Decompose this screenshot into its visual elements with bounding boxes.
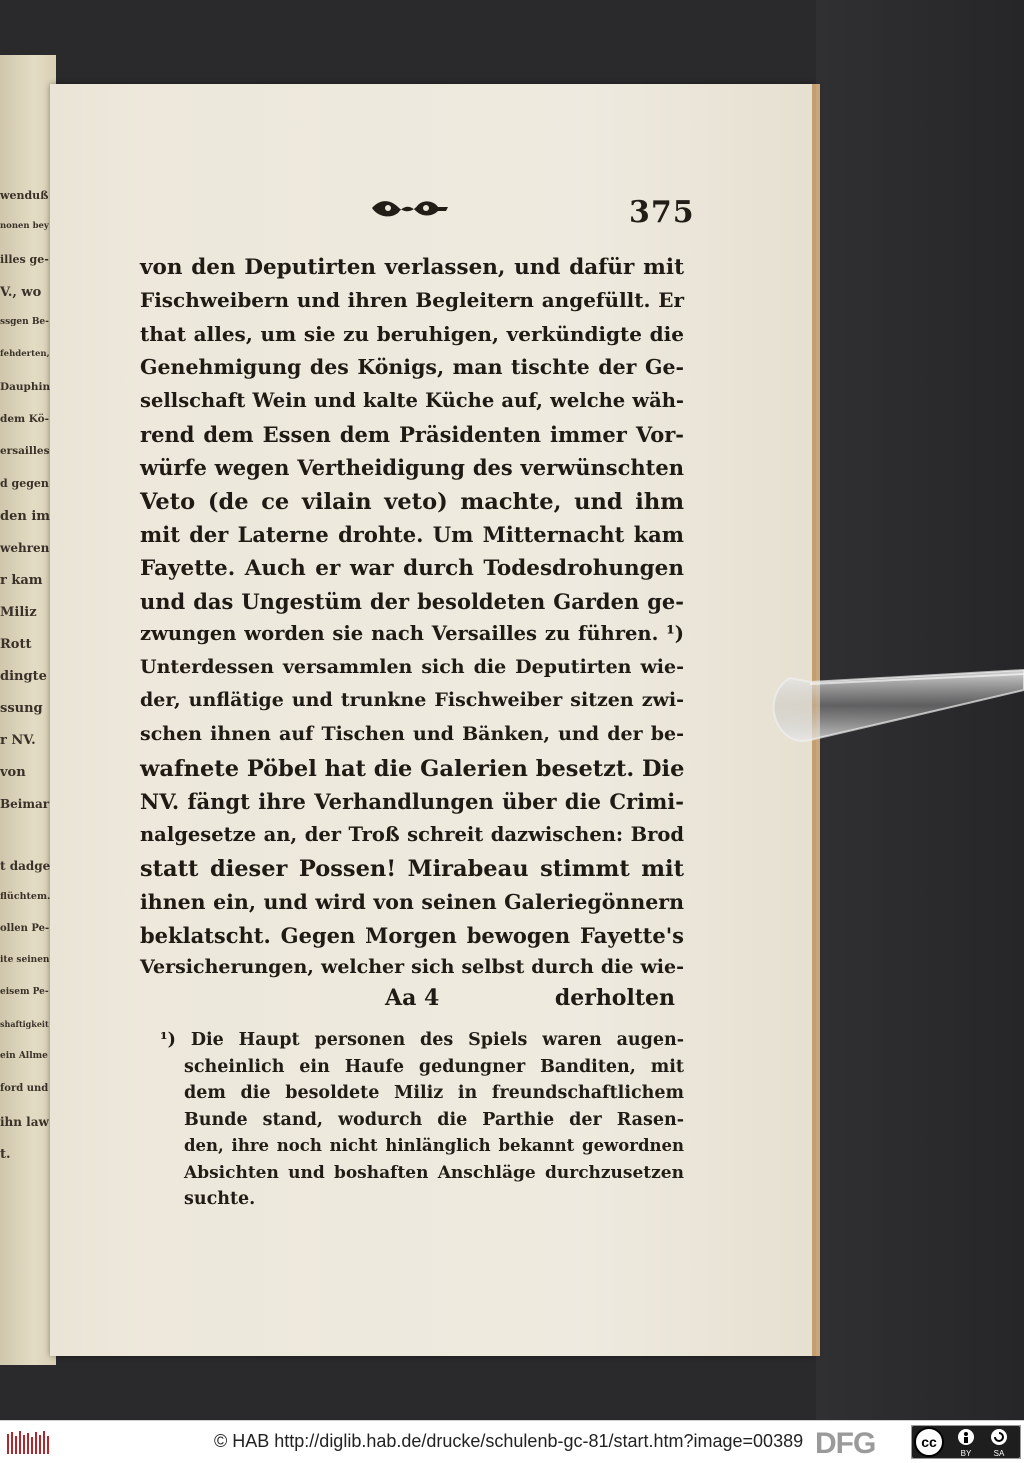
text-line: nalgesetze an, der Troß schreit dazwischen: Brod [140, 822, 684, 846]
facing-page-fragment: ihn law [0, 1115, 49, 1129]
facing-page-fragment: nonen bey [0, 221, 49, 231]
text-line: mit der Laterne drohte. Um Mitternacht kam [140, 522, 684, 548]
signature-line [385, 985, 675, 1015]
footnote-line: Absichten und boshaften Anschläge durchzusetzen [184, 1162, 684, 1183]
facing-page-fragment: ssung [0, 701, 43, 716]
facing-page-fragment: illes ge- [0, 253, 49, 266]
text-line: und das Ungestüm der besoldeten Garden ge- [140, 589, 684, 614]
text-line: NV. fängt ihre Verhandlungen über die Crimi- [140, 789, 684, 815]
facing-page-fragment: ollen Pe- [0, 923, 50, 934]
facing-page-fragment: t. [0, 1147, 11, 1162]
text-line: Fischweibern und ihren Begleitern angefüllt. Er [140, 288, 684, 313]
facing-page-fragment: flüchtem. [0, 891, 51, 902]
page-number: 375 [629, 195, 695, 230]
footer-bar [0, 1420, 1024, 1463]
facing-page-fragment: shaftigkeit [0, 1019, 49, 1029]
text-line: sellschaft Wein und kalte Küche auf, welche wäh- [140, 388, 684, 412]
facing-page-fragment: ite seinen [0, 955, 50, 965]
facing-page-fragment: wehren [0, 541, 50, 555]
dfg-logo: DFG [815, 1427, 876, 1460]
hab-logo-icon [6, 1430, 50, 1456]
glass-clip-icon [770, 660, 1024, 770]
footnote-line: Bunde stand, wodurch die Parthie der Rasen- [184, 1109, 684, 1130]
text-line: von den Deputirten verlassen, und dafür mit [140, 255, 684, 280]
by-label: BY [960, 1449, 972, 1458]
facing-page-fragment: r NV. [0, 733, 36, 748]
text-line: that alles, um sie zu beruhigen, verkündigte die [140, 321, 684, 346]
facing-page-edge [0, 55, 56, 1365]
text-line: statt dieser Possen! Mirabeau stimmt mit [140, 856, 684, 883]
text-line: der, unflätige und trunkne Fischweiber sitzen zwi- [140, 689, 684, 712]
facing-page-fragment: ersailles [0, 445, 50, 457]
text-line: schen ihnen auf Tischen und Bänken, und der be- [140, 722, 684, 745]
cc-by-sa-icon [911, 1425, 1021, 1459]
text-line: wafnete Pöbel hat die Galerien besetzt. Die [140, 756, 685, 782]
text-line: Versicherungen, welcher sich selbst durch die wie- [140, 956, 684, 979]
footnote-line: scheinlich ein Haufe gedungner Banditen, mit [184, 1056, 684, 1077]
text-line: Unterdessen versammlen sich die Deputirten wie- [140, 655, 684, 678]
facing-page-fragment: V., wo [0, 285, 42, 300]
text-line: Fayette. Auch er war durch Todesdrohungen [140, 555, 684, 581]
facing-page-fragment: r kam [0, 573, 43, 588]
facing-page-fragment: Rott [0, 637, 32, 652]
catchword: derholten [554, 985, 675, 1011]
text-line: zwungen worden sie nach Versailles zu führen. ¹) [140, 622, 684, 646]
text-line: Genehmigung des Königs, man tischte der Ge- [140, 355, 684, 380]
facing-page-fragment: eisem Pe- [0, 987, 49, 997]
text-line: würfe wegen Vertheidigung des verwünschten [140, 455, 684, 481]
sa-label: SA [993, 1449, 1005, 1458]
facing-page-fragment: ford und [0, 1083, 49, 1094]
text-line: rend dem Essen dem Präsidenten immer Vor- [140, 422, 684, 447]
facing-page-fragment: wenduß [0, 189, 49, 202]
text-line: ihnen ein, und wird von seinen Galeriegönnern [140, 889, 684, 914]
footer-credit: © HAB http://diglib.hab.de/drucke/schulenb-gc-81/start.htm?image=00389 [214, 1431, 804, 1451]
text-line: beklatscht. Gegen Morgen bewogen Fayette's [140, 923, 684, 948]
facing-page-fragment: ein Allme [0, 1051, 48, 1061]
facing-page-fragment: t dadge [0, 859, 51, 873]
facing-page-fragment: Beimar [0, 797, 50, 811]
signature-mark: Aa 4 [385, 985, 440, 1011]
facing-page-fragment: Dauphin [0, 381, 51, 393]
facing-page-fragment: von [0, 765, 26, 780]
footnote-line: suchte. [184, 1189, 256, 1209]
facing-page-fragment: den im [0, 509, 51, 524]
facing-page-fragment: ssgen Be- [0, 317, 49, 327]
facing-page-fragment: d gegen [0, 477, 49, 490]
facing-page-fragment: dingte [0, 669, 47, 684]
text-line: Veto (de ce vilain veto) machte, und ihm [140, 488, 684, 515]
facing-page-fragment: fehderten, [0, 349, 50, 359]
facing-page-fragment: Miliz [0, 605, 37, 620]
cc-label: cc [921, 1434, 937, 1450]
facing-page-fragment: dem Kö- [0, 413, 50, 425]
footnote-line: ¹) Die Haupt personen des Spiels waren augen- [160, 1030, 684, 1050]
footnote-line: den, ihre noch nicht hinlänglich bekannt gewordnen [184, 1136, 684, 1155]
footnote-line: dem die besoldete Miliz in freundschaftlichem [184, 1083, 684, 1103]
ornament-icon [368, 195, 452, 221]
